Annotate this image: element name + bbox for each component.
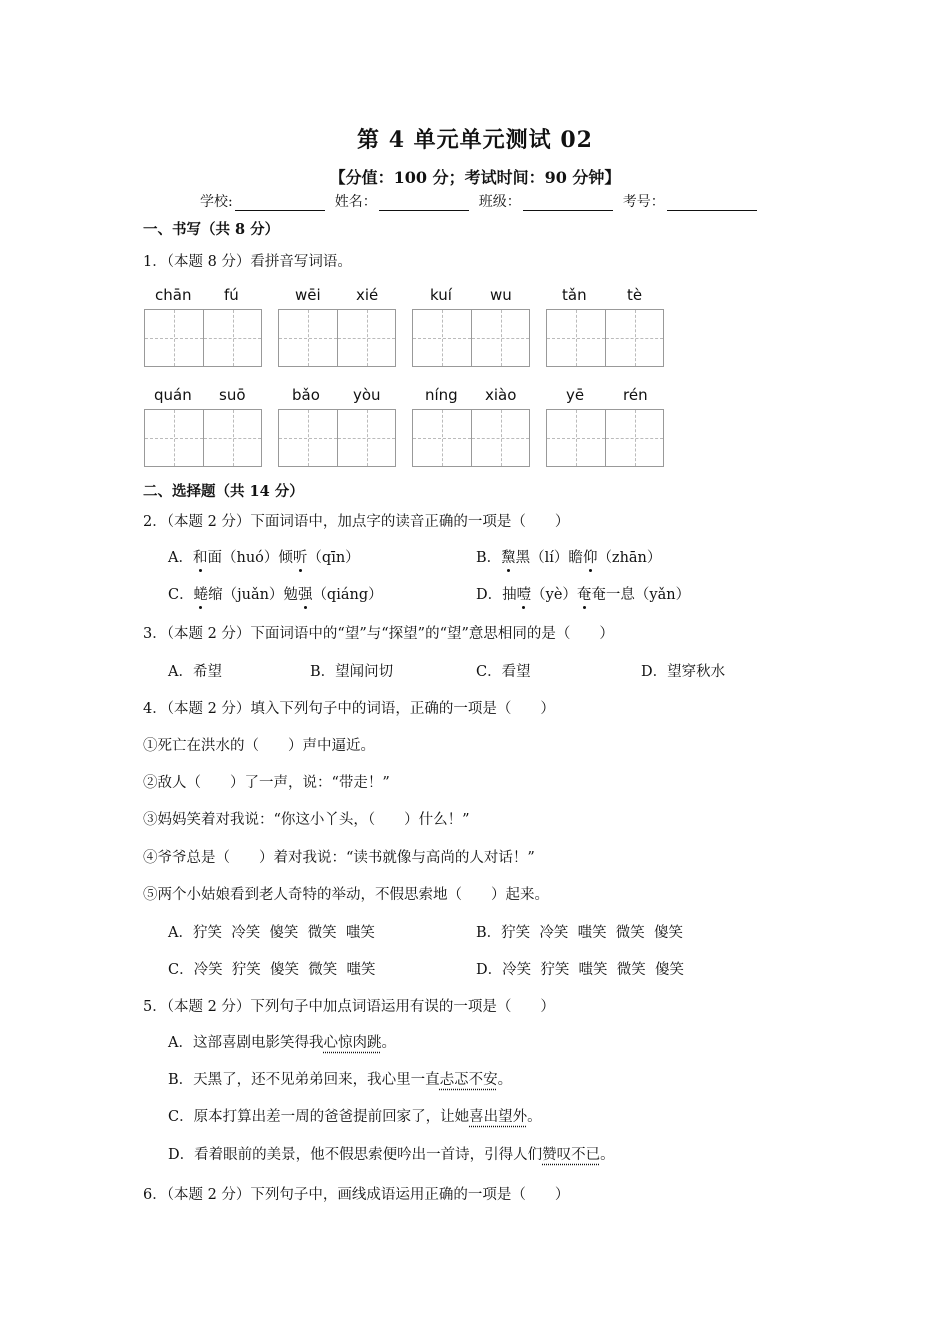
question-2: 2．（本题 2 分）下面词语中，加点字的读音正确的一项是（ ） <box>143 514 570 530</box>
q2-option-a[interactable]: A．和面（huó）倾听（qīn） <box>168 546 360 567</box>
writing-grid[interactable] <box>278 409 396 467</box>
school-field: 学校: <box>200 191 325 211</box>
dotted-phrase: 心惊肉跳 <box>323 1035 382 1051</box>
pinyin-label: wu <box>490 286 512 304</box>
pinyin-label: tè <box>627 286 643 304</box>
pinyin-label: yòu <box>353 386 381 404</box>
q4-sentence: ④爷爷总是（ ）着对我说：“读书就像与高尚的人对话！” <box>143 850 535 866</box>
q4-sentence: ③妈妈笑着对我说：“你这小丫头，（ ）什么！” <box>143 812 470 828</box>
q5-option-b[interactable]: B．天黑了，还不见弟弟回来，我心里一直忐忑不安。 <box>168 1072 513 1088</box>
pinyin-label: quán <box>154 386 192 404</box>
q4-option-d[interactable]: D．冷笑 狞笑 嗤笑 微笑 傻笑 <box>476 962 684 978</box>
question-4: 4．（本题 2 分）填入下列句子中的词语，正确的一项是（ ） <box>143 701 555 717</box>
pinyin-label: wēi <box>295 286 321 304</box>
section-2-heading: 二、选择题（共 14 分） <box>143 483 304 500</box>
q2-option-d[interactable]: D．抽噎（yè）奄奄一息（yǎn） <box>476 583 690 604</box>
writing-grid[interactable] <box>144 309 262 367</box>
writing-grid[interactable] <box>546 409 664 467</box>
pinyin-label: suō <box>219 386 246 404</box>
dotted-phrase: 喜出望外 <box>469 1109 528 1125</box>
writing-grid[interactable] <box>546 309 664 367</box>
pinyin-label: chān <box>155 286 192 304</box>
exam-subtitle: 【分值：100 分；考试时间：90 分钟】 <box>329 168 621 187</box>
q2-option-b[interactable]: B．黧黑（lí）瞻仰（zhān） <box>476 546 661 567</box>
question-5: 5．（本题 2 分）下列句子中加点词语运用有误的一项是（ ） <box>143 999 555 1015</box>
pinyin-label: xié <box>356 286 379 304</box>
pinyin-label: rén <box>623 386 648 404</box>
question-3: 3．（本题 2 分）下面词语中的“望”与“探望”的“望”意思相同的是（ ） <box>143 626 614 642</box>
pinyin-label: fú <box>224 286 239 304</box>
name-field: 姓名： <box>335 191 469 211</box>
section-1-heading: 一、书写（共 8 分） <box>143 221 280 238</box>
writing-grid[interactable] <box>144 409 262 467</box>
question-1: 1．（本题 8 分）看拼音写词语。 <box>143 254 352 270</box>
pinyin-label: xiào <box>485 386 517 404</box>
q3-option-c[interactable]: C．看望 <box>476 664 531 680</box>
q3-option-d[interactable]: D．望穿秋水 <box>641 664 726 680</box>
dotted-phrase: 赞叹不已 <box>542 1147 601 1163</box>
writing-grid[interactable] <box>278 309 396 367</box>
q3-option-b[interactable]: B．望闻问切 <box>310 664 394 680</box>
exam-number-field: 考号： <box>623 191 757 211</box>
q3-option-a[interactable]: A．希望 <box>168 664 222 680</box>
q4-sentence: ②敌人（ ）了一声，说：“带走！” <box>143 775 390 791</box>
page-title: 第 4 单元单元测试 02 <box>357 127 593 153</box>
q2-option-c[interactable]: C．蜷缩（juǎn）勉强（qiáng） <box>168 583 383 604</box>
q5-option-c[interactable]: C．原本打算出差一周的爸爸提前回家了，让她喜出望外。 <box>168 1109 542 1125</box>
q4-option-a[interactable]: A．狞笑 冷笑 傻笑 微笑 嗤笑 <box>168 925 375 941</box>
q5-option-d[interactable]: D．看着眼前的美景，他不假思索便吟出一首诗，引得人们赞叹不已。 <box>168 1147 615 1163</box>
q5-option-a[interactable]: A．这部喜剧电影笑得我心惊肉跳。 <box>168 1035 396 1051</box>
q4-option-c[interactable]: C．冷笑 狞笑 傻笑 微笑 嗤笑 <box>168 962 376 978</box>
pinyin-label: níng <box>425 386 458 404</box>
class-field: 班级： <box>479 191 613 211</box>
dotted-phrase: 忐忑不安 <box>439 1072 498 1088</box>
writing-grid[interactable] <box>412 309 530 367</box>
writing-grid[interactable] <box>412 409 530 467</box>
q4-sentence: ①死亡在洪水的（ ）声中逼近。 <box>143 738 375 754</box>
pinyin-label: kuí <box>430 286 452 304</box>
q4-option-b[interactable]: B．狞笑 冷笑 嗤笑 微笑 傻笑 <box>476 925 684 941</box>
student-info-row <box>200 191 757 211</box>
question-6: 6．（本题 2 分）下列句子中，画线成语运用正确的一项是（ ） <box>143 1187 570 1203</box>
pinyin-label: yē <box>566 386 585 404</box>
pinyin-label: tǎn <box>562 286 587 304</box>
pinyin-label: bǎo <box>292 386 320 404</box>
q4-sentence: ⑤两个小姑娘看到老人奇特的举动，不假思索地（ ）起来。 <box>143 887 549 903</box>
